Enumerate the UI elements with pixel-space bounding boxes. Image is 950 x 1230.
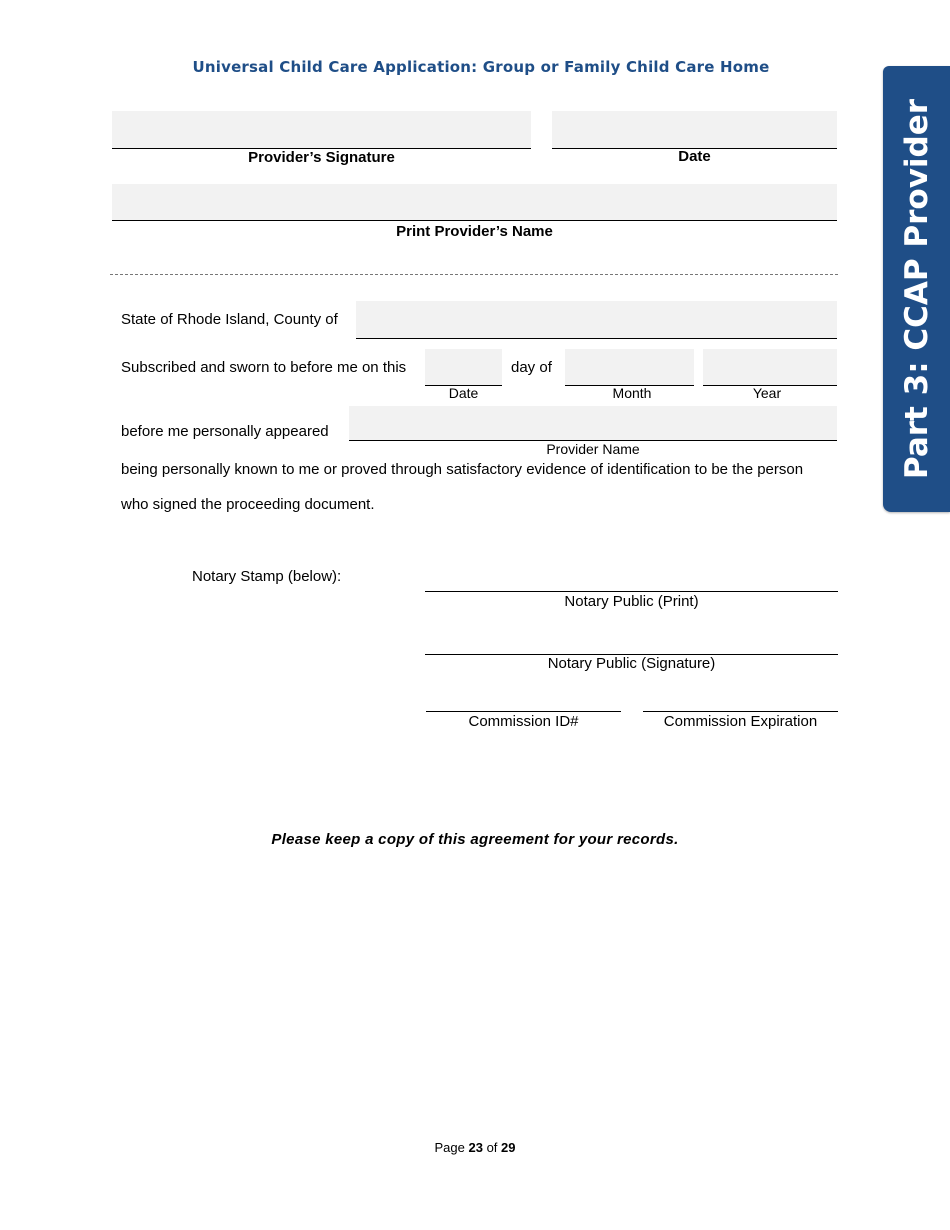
notary-print-caption: Notary Public (Print)	[564, 593, 699, 610]
print-provider-name-field[interactable]	[112, 184, 837, 221]
appeared-prefix-text: before me personally appeared	[121, 423, 329, 440]
side-tab-label: Part 3: CCAP Provider	[898, 98, 935, 480]
provider-signature-field[interactable]	[112, 111, 531, 149]
signature-date-field[interactable]	[552, 111, 837, 149]
day-of-text: day of	[511, 359, 552, 376]
sworn-prefix-text: Subscribed and sworn to before me on this	[121, 359, 407, 376]
commission-id-caption: Commission ID#	[468, 713, 579, 730]
sworn-month-field[interactable]	[565, 349, 694, 386]
identification-statement-line2: who signed the proceeding document.	[121, 496, 375, 513]
sworn-year-caption: Year	[752, 385, 782, 401]
page-footer	[0, 1140, 950, 1155]
identification-statement-line1: being personally known to me or proved through satisfactory evidence of identification to be the person	[121, 461, 804, 478]
sworn-date-caption: Date	[448, 385, 479, 401]
keep-copy-note: Please keep a copy of this agreement for your records.	[271, 831, 679, 848]
commission-id-line[interactable]	[426, 711, 621, 712]
section-divider	[110, 274, 838, 275]
commission-expiration-line[interactable]	[643, 711, 838, 712]
sworn-day-field[interactable]	[425, 349, 502, 386]
appeared-provider-name-field[interactable]	[349, 406, 837, 441]
signature-date-label: Date	[678, 148, 711, 165]
county-prefix-text: State of Rhode Island, County of	[121, 311, 338, 328]
page-header-title: Universal Child Care Application: Group or Family Child Care Home	[192, 58, 770, 76]
notary-stamp-label: Notary Stamp (below):	[192, 568, 342, 585]
sworn-month-caption: Month	[612, 385, 652, 401]
notary-print-line[interactable]	[425, 591, 838, 592]
footer-page-current: 23	[468, 1140, 483, 1155]
footer-of-word: of	[486, 1140, 498, 1155]
footer-page-total: 29	[501, 1140, 516, 1155]
commission-expiration-caption: Commission Expiration	[663, 713, 818, 730]
footer-page-word: Page	[434, 1140, 465, 1155]
county-field[interactable]	[356, 301, 837, 339]
notary-signature-caption: Notary Public (Signature)	[547, 655, 716, 672]
provider-signature-label: Provider’s Signature	[248, 149, 395, 166]
sworn-year-field[interactable]	[703, 349, 837, 386]
print-provider-name-label: Print Provider’s Name	[396, 223, 553, 240]
section-side-tab	[883, 66, 950, 512]
provider-name-caption: Provider Name	[546, 441, 640, 457]
